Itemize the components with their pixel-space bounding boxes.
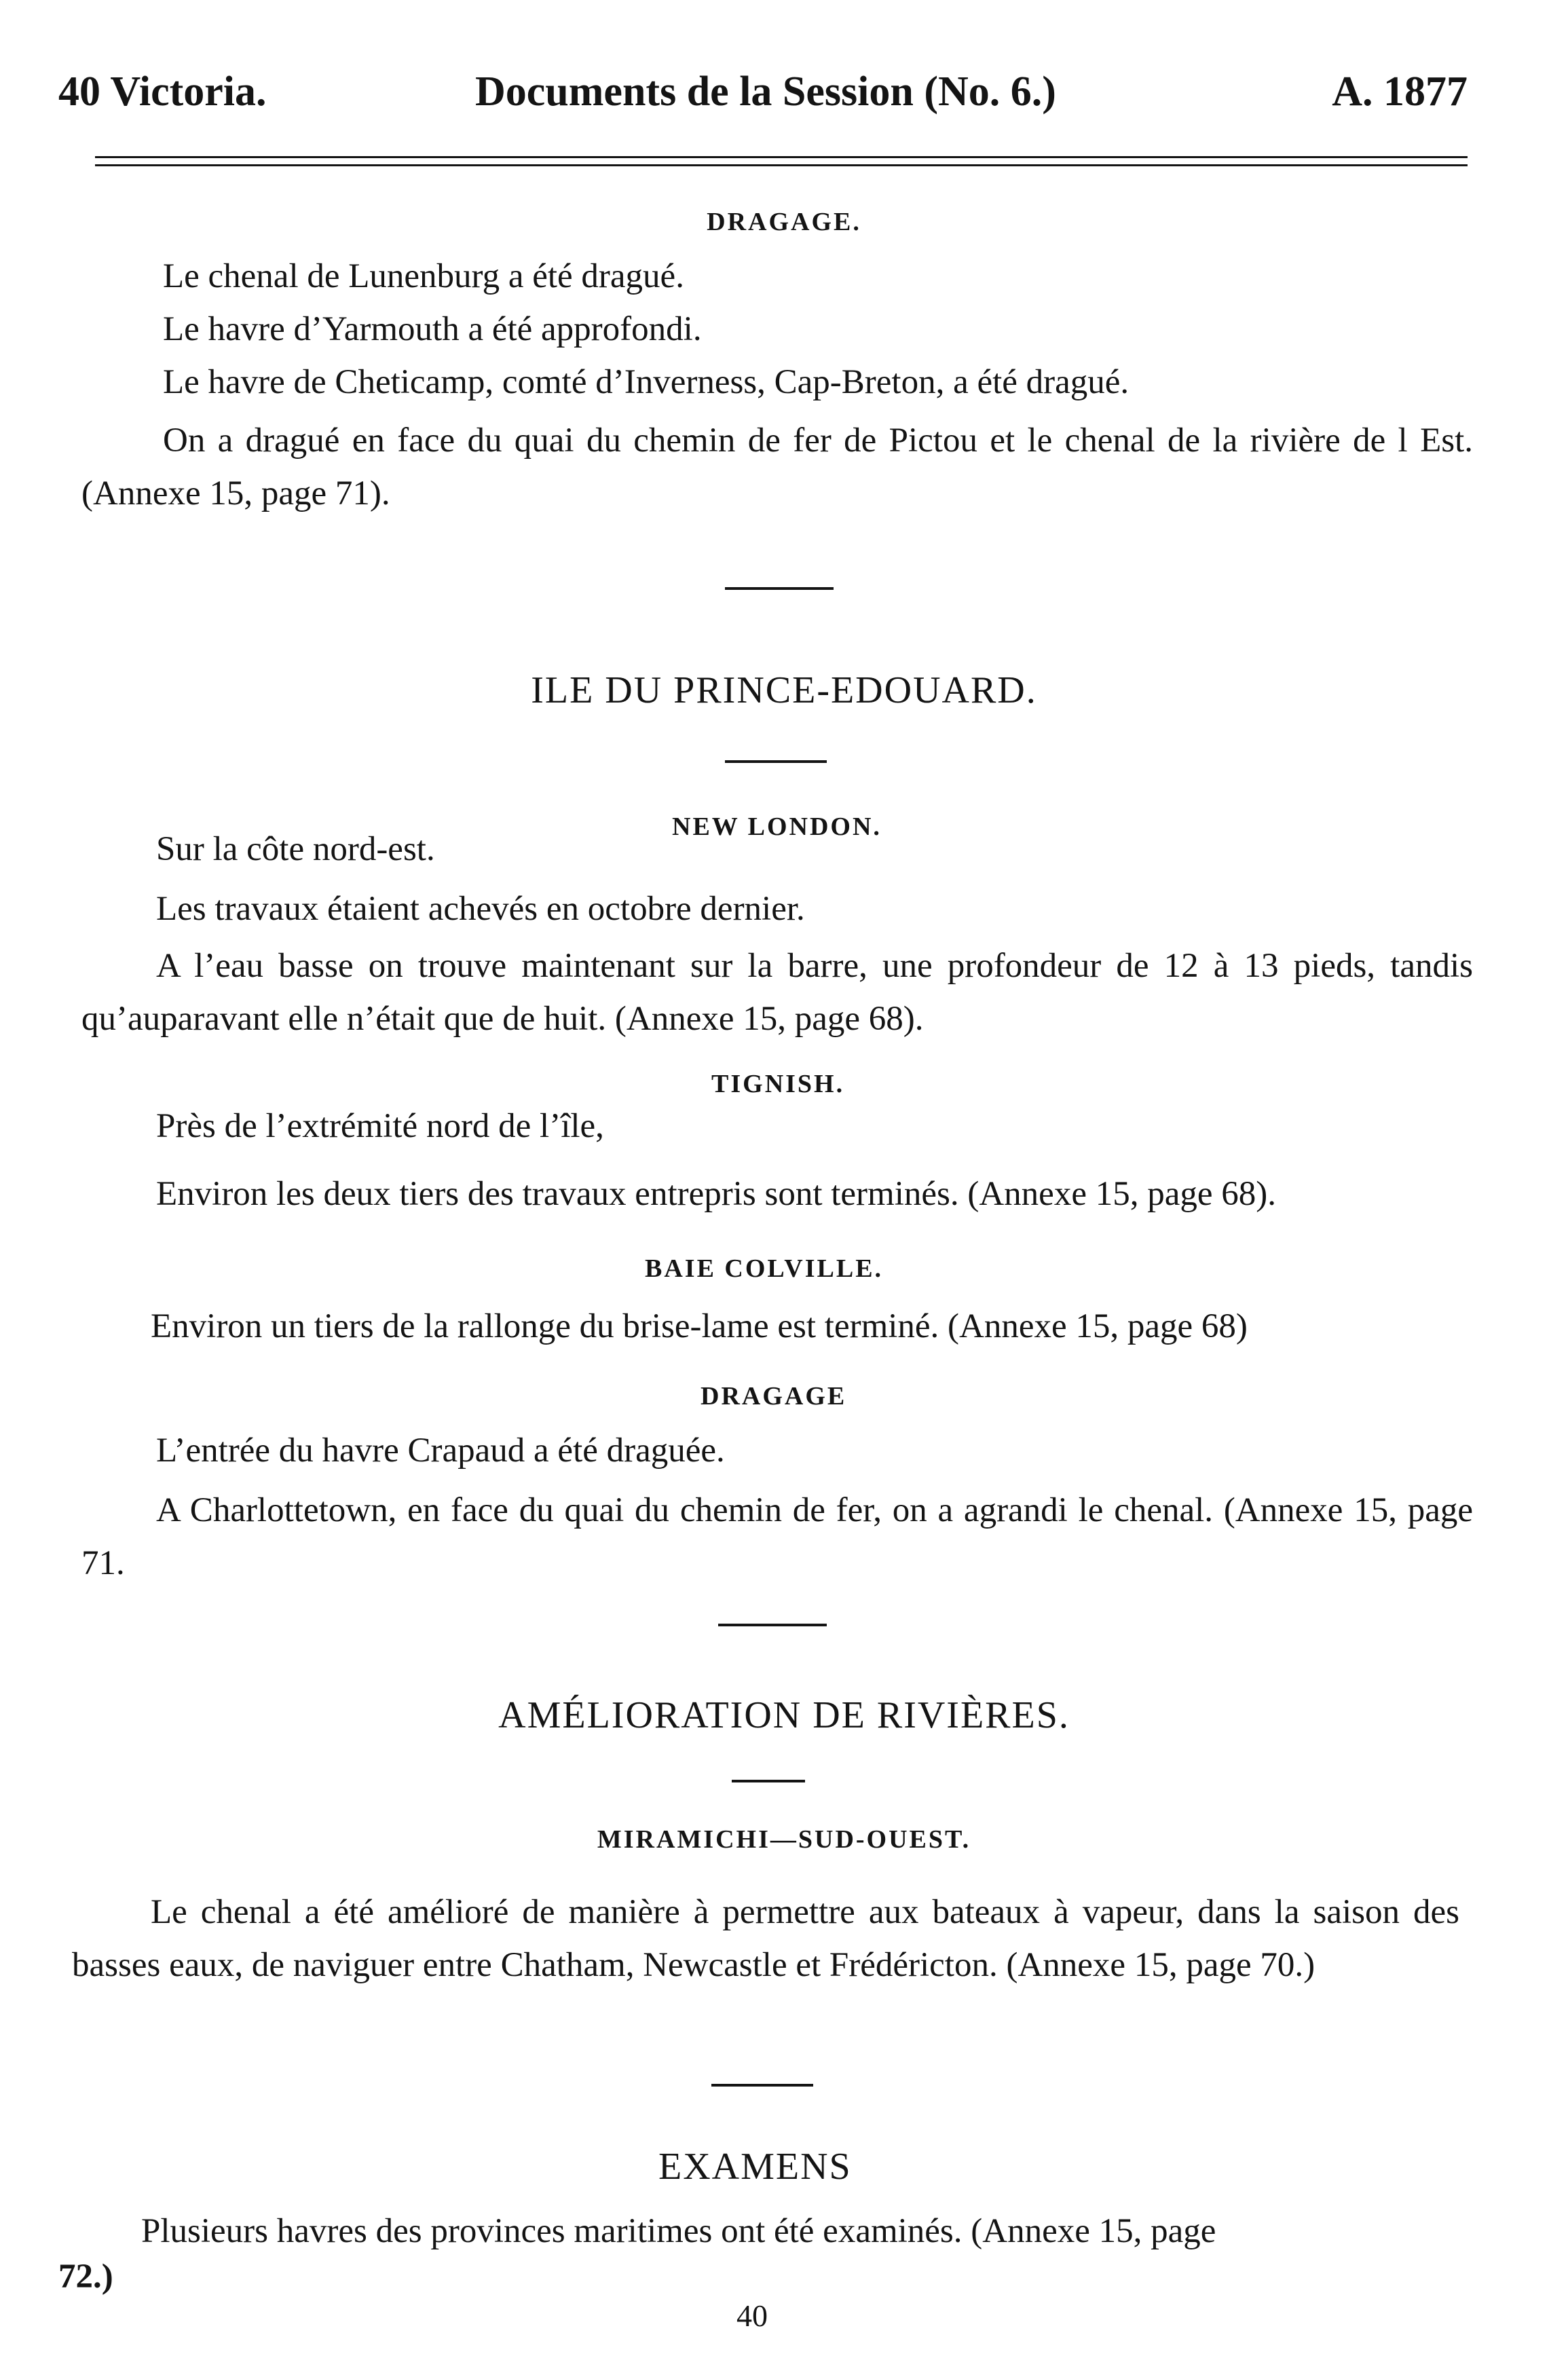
section-title-rivieres: AMÉLIORATION DE RIVIÈRES. [498,1694,1070,1736]
text-line: 72.) [58,2258,113,2296]
paragraph: Le chenal a été amélioré de manière à permettre aux bateaux à vapeur, dans la saison des basses eaux, de naviguer entre Chatham, Newcastle et Frédéricton. (Annexe 15, page 70.) [72,1893,1459,1984]
text-line: Environ les deux tiers des travaux entrepris sont terminés. (Annexe 15, page 68). [156,1175,1276,1213]
subheading-miramichi: MIRAMICHI—SUD-OUEST. [597,1825,971,1854]
page-number: 40 [736,2298,768,2333]
running-header-title: Documents de la Session (No. 6.) [475,69,1056,115]
text-line: Le havre de Cheticamp, comté d’Inverness, Cap-Breton, a été dragué. [163,363,1130,401]
header-rule-top [95,156,1468,158]
header-rule-bottom [95,164,1468,166]
text-line: Les travaux étaient achevés en octobre dernier. [156,890,805,928]
subheading-new-london: NEW LONDON. [672,812,882,841]
subheading-baie-colville: BAIE COLVILLE. [645,1254,884,1283]
text-line: Le chenal de Lunenburg a été dragué. [163,257,684,295]
section-divider [732,1780,805,1782]
text-line: Plusieurs havres des provinces maritimes ont été examinés. (Annexe 15, page [141,2212,1216,2250]
text-line: Environ un tiers de la rallonge du brise-lame est terminé. (Annexe 15, page 68) [151,1307,1248,1345]
paragraph: A l’eau basse on trouve maintenant sur la barre, une profondeur de 12 à 13 pieds, tandis qu’auparavant elle n’était que de huit. (Annexe 15, page 68). [81,947,1473,1038]
section-heading-dragage: DRAGAGE. [707,208,861,236]
section-divider [725,587,834,590]
section-title-examens: EXAMENS [658,2146,852,2188]
text-line: Sur la côte nord-est. [156,830,435,868]
subheading-tignish: TIGNISH. [711,1070,845,1098]
running-header-left: 40 Victoria. [58,69,267,115]
paragraph: On a dragué en face du quai du chemin de fer de Pictou et le chenal de la rivière de l Est. (Annexe 15, page 71). [81,422,1473,512]
section-divider [718,1624,827,1626]
subheading-dragage: DRAGAGE [701,1382,847,1410]
text-line: L’entrée du havre Crapaud a été draguée. [156,1432,725,1470]
running-header-year: A. 1877 [1332,69,1468,115]
section-divider [725,760,827,763]
section-title-pei: ILE DU PRINCE-EDOUARD. [531,669,1037,711]
paragraph: A Charlottetown, en face du quai du chemin de fer, on a agrandi le chenal. (Annexe 15, page 71. [81,1491,1473,1582]
text-line: Près de l’extrémité nord de l’île, [156,1107,604,1145]
section-divider [711,2084,813,2087]
text-line: Le havre d’Yarmouth a été approfondi. [163,310,702,348]
